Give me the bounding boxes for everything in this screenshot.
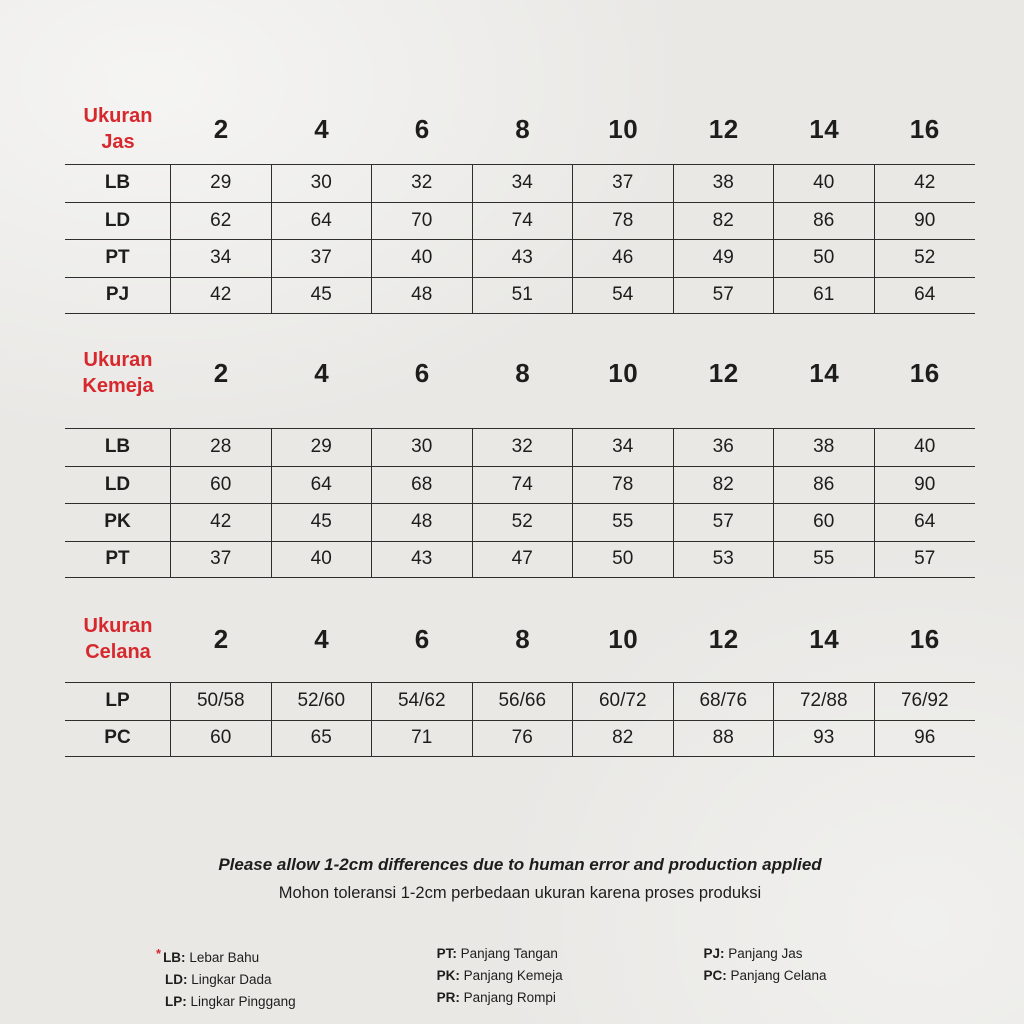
measurement-value: 76 [473, 720, 574, 758]
measurement-value: 52 [875, 239, 976, 277]
measurement-value: 45 [272, 277, 373, 315]
legend-item [156, 943, 437, 969]
measurement-value: 30 [372, 428, 473, 466]
measurement-value: 57 [875, 541, 976, 579]
measurement-value: 88 [674, 720, 775, 758]
measurement-row [65, 682, 975, 720]
size-column-header: 4 [314, 623, 330, 654]
size-column-header: 12 [708, 357, 739, 388]
table-title-line2: Celana [85, 641, 151, 663]
measurement-value: 82 [674, 202, 775, 240]
measurement-value: 86 [774, 202, 875, 240]
size-column-header: 16 [909, 357, 940, 388]
tolerance-notes [65, 855, 975, 903]
row-label: LD [65, 202, 171, 240]
legend-abbr: PC: [703, 968, 727, 983]
size-column-header: 6 [414, 113, 430, 144]
table-header-row [65, 608, 975, 670]
measurement-value: 40 [875, 428, 976, 466]
measurement-value: 40 [272, 541, 373, 579]
measurement-value: 82 [573, 720, 674, 758]
measurement-value: 42 [875, 164, 976, 202]
size-column-header: 2 [213, 113, 229, 144]
legend-abbr: PJ: [703, 946, 725, 961]
size-column-header: 14 [809, 357, 840, 388]
measurement-value: 61 [774, 277, 875, 315]
measurement-value: 29 [171, 164, 272, 202]
size-column-header: 2 [213, 357, 229, 388]
row-label: PJ [65, 277, 171, 315]
size-column-header: 4 [314, 113, 330, 144]
legend-abbr: LP: [165, 994, 187, 1009]
legend-column [156, 943, 437, 1013]
measurement-row [65, 202, 975, 240]
measurement-value: 37 [573, 164, 674, 202]
measurement-value: 38 [774, 428, 875, 466]
measurement-value: 55 [573, 503, 674, 541]
size-column-header: 8 [515, 113, 531, 144]
legend-abbr: LB: [163, 950, 186, 965]
table-header-row [65, 98, 975, 160]
measurement-row [65, 503, 975, 541]
size-column-header: 8 [515, 623, 531, 654]
measurement-value: 60 [774, 503, 875, 541]
measurement-row [65, 720, 975, 758]
measurement-value: 78 [573, 202, 674, 240]
measurement-value: 54 [573, 277, 674, 315]
measurement-value: 65 [272, 720, 373, 758]
table-title [65, 103, 171, 155]
legend-desc: Lingkar Dada [191, 972, 272, 987]
row-label: LB [65, 428, 171, 466]
measurement-row [65, 164, 975, 202]
table-title [65, 613, 171, 665]
size-table-celana [65, 608, 975, 757]
measurement-value: 60 [171, 720, 272, 758]
measurement-value: 30 [272, 164, 373, 202]
measurement-value: 86 [774, 466, 875, 504]
row-label: PK [65, 503, 171, 541]
measurement-value: 53 [674, 541, 775, 579]
measurement-value: 74 [473, 466, 574, 504]
legend-column [437, 943, 704, 1013]
table-title-line1: Ukuran [83, 349, 153, 371]
row-label: PT [65, 541, 171, 579]
row-label: PC [65, 720, 171, 758]
measurement-value: 43 [372, 541, 473, 579]
legend-desc: Panjang Celana [730, 968, 827, 983]
table-header-row [65, 342, 975, 404]
measurement-value: 32 [473, 428, 574, 466]
measurement-value: 47 [473, 541, 574, 579]
measurement-value: 52 [473, 503, 574, 541]
legend-abbr: PK: [436, 968, 460, 983]
measurement-value: 54/62 [372, 682, 473, 720]
size-column-header: 4 [314, 357, 330, 388]
size-table-kemeja [65, 342, 975, 578]
measurement-value: 57 [674, 277, 775, 315]
legend-item [437, 943, 704, 965]
measurement-value: 70 [372, 202, 473, 240]
measurement-row [65, 541, 975, 579]
measurement-value: 42 [171, 277, 272, 315]
measurement-value: 64 [875, 277, 976, 315]
measurement-value: 40 [774, 164, 875, 202]
measurement-row [65, 277, 975, 315]
size-column-header: 10 [608, 357, 639, 388]
measurement-value: 42 [171, 503, 272, 541]
measurement-value: 28 [171, 428, 272, 466]
legend-item [437, 987, 704, 1009]
table-title-line2: Jas [101, 131, 135, 153]
measurement-value: 68 [372, 466, 473, 504]
row-label: LD [65, 466, 171, 504]
measurement-value: 56/66 [473, 682, 574, 720]
measurement-value: 36 [674, 428, 775, 466]
legend-abbr: PT: [436, 946, 457, 961]
measurement-value: 46 [573, 239, 674, 277]
measurement-value: 43 [473, 239, 574, 277]
measurement-value: 48 [372, 277, 473, 315]
measurement-value: 29 [272, 428, 373, 466]
measurement-value: 64 [272, 202, 373, 240]
measurement-value: 37 [272, 239, 373, 277]
measurement-value: 64 [875, 503, 976, 541]
measurement-row [65, 239, 975, 277]
row-label: LB [65, 164, 171, 202]
legend-abbr: LD: [165, 972, 188, 987]
size-column-header: 10 [608, 623, 639, 654]
row-label: PT [65, 239, 171, 277]
size-column-header: 6 [414, 623, 430, 654]
size-column-header: 16 [909, 113, 940, 144]
measurement-value: 32 [372, 164, 473, 202]
legend-desc: Panjang Jas [728, 946, 803, 961]
measurement-value: 76/92 [875, 682, 976, 720]
size-column-header: 2 [213, 623, 229, 654]
legend-item [703, 965, 975, 987]
size-column-header: 14 [809, 113, 840, 144]
measurement-value: 50/58 [171, 682, 272, 720]
table-title-line2: Kemeja [82, 375, 154, 397]
measurement-value: 52/60 [272, 682, 373, 720]
legend-desc: Panjang Tangan [460, 946, 558, 961]
measurement-value: 78 [573, 466, 674, 504]
measurement-value: 48 [372, 503, 473, 541]
measurement-row [65, 428, 975, 466]
size-column-header: 8 [515, 357, 531, 388]
measurement-value: 38 [674, 164, 775, 202]
legend-desc: Panjang Kemeja [463, 968, 563, 983]
measurement-value: 45 [272, 503, 373, 541]
legend-item [703, 943, 975, 965]
measurement-value: 71 [372, 720, 473, 758]
measurement-value: 50 [573, 541, 674, 579]
measurement-value: 64 [272, 466, 373, 504]
tolerance-note-indonesian: Mohon toleransi 1-2cm perbedaan ukuran karena proses produksi [278, 884, 762, 902]
size-column-header: 12 [708, 113, 739, 144]
measurement-value: 49 [674, 239, 775, 277]
measurement-value: 62 [171, 202, 272, 240]
measurement-value: 68/76 [674, 682, 775, 720]
measurement-value: 60/72 [573, 682, 674, 720]
footnote-marker: * [156, 946, 162, 961]
measurement-value: 60 [171, 466, 272, 504]
legend-item [437, 965, 704, 987]
measurement-value: 34 [171, 239, 272, 277]
size-column-header: 14 [809, 623, 840, 654]
tolerance-note-english: Please allow 1-2cm differences due to human error and production applied [218, 855, 822, 874]
legend-abbr: PR: [436, 990, 460, 1005]
legend-desc: Panjang Rompi [463, 990, 556, 1005]
measurement-value: 82 [674, 466, 775, 504]
table-title-line1: Ukuran [83, 105, 153, 127]
legend [65, 943, 975, 1013]
legend-item [165, 991, 437, 1013]
measurement-value: 93 [774, 720, 875, 758]
measurement-value: 34 [573, 428, 674, 466]
tables [65, 98, 975, 757]
size-column-header: 12 [708, 623, 739, 654]
size-column-header: 6 [414, 357, 430, 388]
measurement-value: 96 [875, 720, 976, 758]
measurement-row [65, 466, 975, 504]
measurement-value: 72/88 [774, 682, 875, 720]
size-table-jas [65, 98, 975, 314]
row-label: LP [65, 682, 171, 720]
measurement-value: 57 [674, 503, 775, 541]
size-column-header: 16 [909, 623, 940, 654]
measurement-value: 55 [774, 541, 875, 579]
measurement-value: 50 [774, 239, 875, 277]
measurement-value: 37 [171, 541, 272, 579]
measurement-value: 90 [875, 466, 976, 504]
legend-column [703, 943, 975, 1013]
size-column-header: 10 [608, 113, 639, 144]
table-title-line1: Ukuran [83, 615, 153, 637]
measurement-value: 34 [473, 164, 574, 202]
legend-desc: Lingkar Pinggang [190, 994, 296, 1009]
legend-desc: Lebar Bahu [189, 950, 260, 965]
measurement-value: 40 [372, 239, 473, 277]
measurement-value: 51 [473, 277, 574, 315]
legend-item [165, 969, 437, 991]
measurement-value: 74 [473, 202, 574, 240]
measurement-value: 90 [875, 202, 976, 240]
table-title [65, 347, 171, 399]
